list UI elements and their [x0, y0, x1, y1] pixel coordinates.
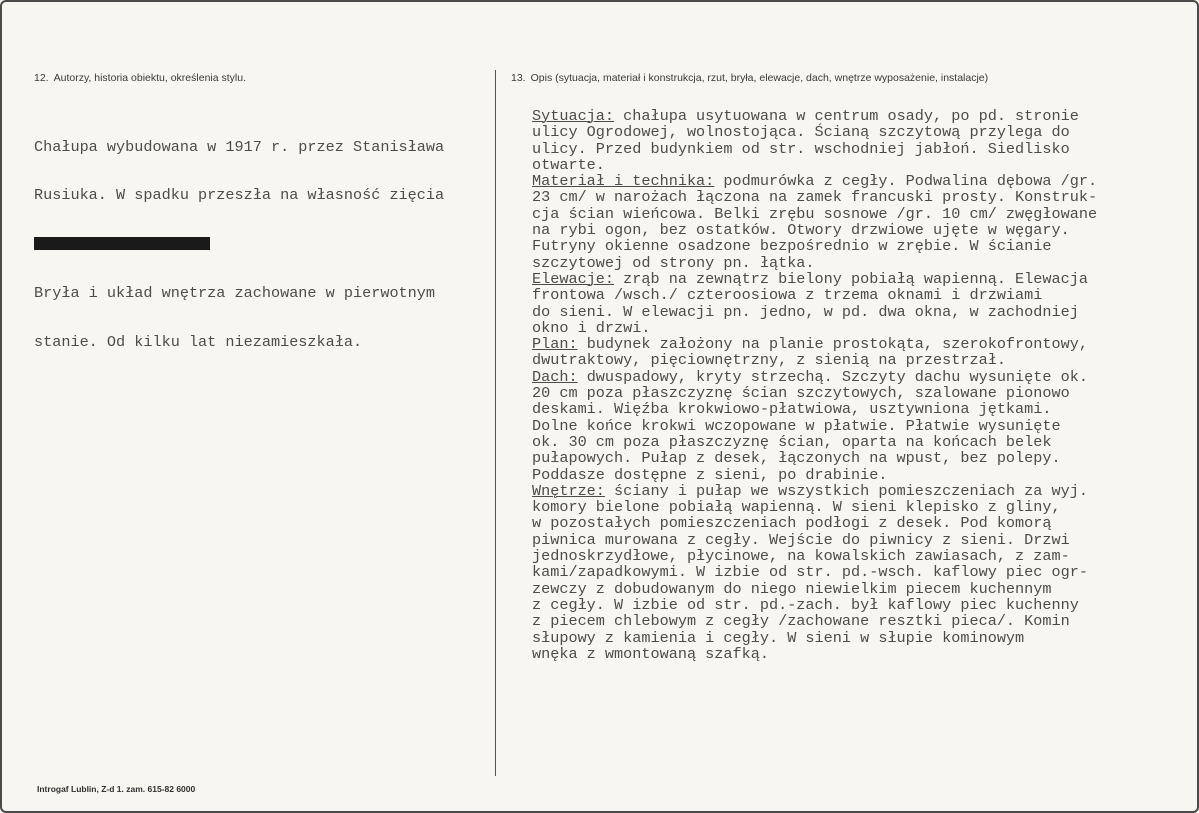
subsection-label: Plan:: [532, 335, 578, 354]
subsection-label: Materiał i technika:: [532, 172, 715, 191]
line-text: cja ścian wieńcowa. Belki zrębu sosnowe /gr. 10 cm/ zwęgłowane: [532, 204, 1098, 223]
line-text: Dolne końce krokwi wczopowane w płatwie. Płatwie wysunięte: [532, 416, 1061, 435]
section-13-line: [532, 532, 1097, 548]
section-13-line: [532, 189, 1097, 205]
section-12-heading: [34, 72, 246, 84]
section-12-number: 12.: [34, 72, 49, 84]
line-text: 23 cm/ w narożach łączona na zamek francuski prosty. Konstruk-: [532, 188, 1098, 207]
section-13-title: Opis (sytuacja, materiał i konstrukcja, rzut, bryła, elewacje, dach, wnętrze wyposażenie, instalacje): [530, 72, 989, 84]
line-text: w pozostałych pomieszczeniach podłogi z desek. Pod komorą: [532, 514, 1052, 533]
section-12-line: Chałupa wybudowana w 1917 r. przez Stanisława: [34, 137, 445, 156]
section-13-line: [532, 450, 1097, 466]
subsection-label: Elewacje:: [532, 269, 615, 288]
section-12-line: Rusiuka. W spadku przeszła na własność zięcia: [34, 186, 445, 205]
section-13-line: [532, 304, 1097, 320]
line-text: ulicy Ogrodowej, wolnostojąca. Ścianą szczytową przylega do: [532, 123, 1070, 142]
section-13-line: [532, 206, 1097, 222]
line-text: Futryny okienne osadzone bezpośrednio w zrębie. W ścianie: [532, 237, 1052, 256]
section-13-line: [532, 646, 1097, 662]
line-text: ściany i pułap we wszystkich pomieszczeniach za wyj.: [604, 481, 1088, 500]
line-text: chałupa usytuowana w centrum osady, po pd. stronie: [614, 107, 1079, 125]
section-13-line: [532, 352, 1097, 368]
line-text: zrąb na zewnątrz bielony pobiałą wapienną. Elewacja: [614, 269, 1088, 288]
section-13-line: [532, 108, 1097, 124]
redaction-bar: [34, 237, 210, 250]
line-text: Poddasze dostępne z sieni, po drabinie.: [532, 465, 888, 484]
line-text: 20 cm poza płaszczyznę ścian szczytowych, szalowane pionowo: [532, 384, 1070, 403]
subsection-label: Sytuacja:: [532, 107, 615, 125]
section-13-line: [532, 336, 1097, 352]
line-text: szczytowej od strony pn. łątka.: [532, 253, 815, 272]
section-13-line: [532, 369, 1097, 385]
line-text: komory bielone pobiałą wapienną. W sieni klepisko z gliny,: [532, 498, 1061, 517]
line-text: kami/zapadkowymi. W izbie od str. pd.-wsch. kaflowy piec ogr-: [532, 563, 1088, 582]
section-12-line: Bryła i układ wnętrza zachowane w pierwotnym: [34, 284, 436, 303]
printer-imprint: Introgaf Lublin, Z-d 1. zam. 615-82 6000: [37, 784, 196, 794]
section-12-title: Autorzy, historia obiektu, określenia stylu.: [53, 72, 247, 84]
line-text: na rybi ogon, bez ostatków. Otwory drzwiowe ujęte w węgary.: [532, 221, 1070, 240]
section-13-line: [532, 141, 1097, 157]
section-12-body: [34, 106, 444, 383]
section-13-line: [532, 483, 1097, 499]
section-13-body: [532, 108, 1097, 662]
line-text: jednoskrzydłowe, płycinowe, na kowalskich zawiasach, z zam-: [532, 547, 1070, 566]
subsection-label: Dach:: [532, 367, 578, 386]
section-13-line: [532, 173, 1097, 189]
section-13-line: [532, 434, 1097, 450]
section-13-line: [532, 515, 1097, 531]
line-text: okno i drzwi.: [532, 318, 651, 337]
line-text: wnęka z wmontowaną szafką.: [532, 644, 769, 663]
line-text: frontowa /wsch./ czteroosiowa z trzema oknami i drzwiami: [532, 286, 1043, 305]
line-text: do sieni. W elewacji pn. jedno, w pd. dwa okna, w zachodniej: [532, 302, 1079, 321]
section-13-line: [532, 418, 1097, 434]
section-13-line: [532, 564, 1097, 580]
line-text: zewczy z dobudowanym do niego niewielkim piecem kuchennym: [532, 579, 1052, 598]
section-13-line: [532, 222, 1097, 238]
section-13-line: [532, 238, 1097, 254]
subsection-label: Wnętrze:: [532, 481, 605, 500]
section-13-line: [532, 581, 1097, 597]
section-13-line: [532, 548, 1097, 564]
line-text: dwutraktowy, pięciownętrzny, z sienią na przestrzał.: [532, 351, 1006, 370]
section-13-line: [532, 271, 1097, 287]
line-text: dwuspadowy, kryty strzechą. Szczyty dachu wysunięte ok.: [577, 367, 1088, 386]
line-text: piwnica murowana z cegły. Wejście do piwnicy z sieni. Drzwi: [532, 530, 1070, 549]
line-text: podmurówka z cegły. Podwalina dębowa /gr.: [714, 172, 1098, 191]
column-divider: [495, 70, 496, 776]
line-text: z piecem chlebowym z cegły /zachowane resztki pieca/. Komin: [532, 612, 1070, 631]
section-13-line: [532, 499, 1097, 515]
line-text: budynek założony na planie prostokąta, szerokofrontowy,: [577, 335, 1088, 354]
section-13-line: [532, 255, 1097, 271]
section-13-number: 13.: [511, 72, 526, 84]
section-13-heading: [511, 72, 988, 84]
section-13-line: [532, 467, 1097, 483]
line-text: otwarte.: [532, 155, 605, 174]
section-13-line: [532, 385, 1097, 401]
section-13-line: [532, 613, 1097, 629]
line-text: z cegły. W izbie od str. pd.-zach. był kaflowy piec kuchenny: [532, 595, 1079, 614]
section-13-line: [532, 320, 1097, 336]
section-13-line: [532, 157, 1097, 173]
line-text: ulicy. Przed budynkiem od str. wschodniej jabłoń. Siedlisko: [532, 139, 1070, 158]
section-12-line: stanie. Od kilku lat niezamieszkała.: [34, 333, 363, 352]
section-13-line: [532, 287, 1097, 303]
line-text: ok. 30 cm poza płaszczyznę ścian, oparta na końcach belek: [532, 432, 1052, 451]
section-13-line: [532, 401, 1097, 417]
section-13-line: [532, 630, 1097, 646]
redacted-line: [34, 236, 444, 252]
line-text: słupowy z kamienia i cegły. W sieni w słupie kominowym: [532, 628, 1025, 647]
line-text: deskami. Więźba krokwiowo-płatwiowa, usztywniona jętkami.: [532, 400, 1052, 419]
section-13-line: [532, 597, 1097, 613]
section-13-line: [532, 124, 1097, 140]
line-text: pułapowych. Pułap z desek, łączonych na wpust, bez polepy.: [532, 449, 1061, 468]
